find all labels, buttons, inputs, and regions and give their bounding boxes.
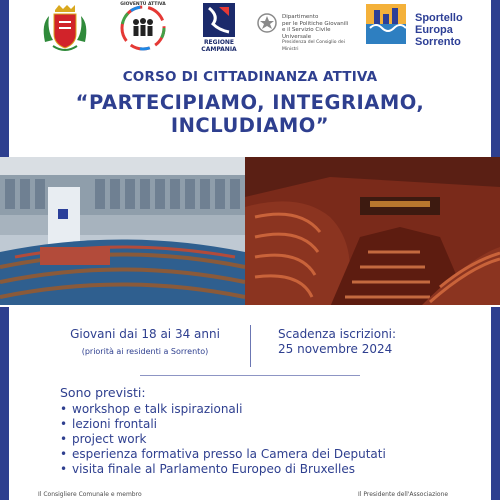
program-title: Sono previsti: [60, 385, 146, 400]
headline-line1: “PARTECIPIAMO, INTEGRIAMO, [75, 91, 425, 114]
sportello-text [415, 12, 463, 48]
headline [9, 91, 491, 137]
footer-left-signature: Il Consigliere Comunale e membro [38, 491, 142, 498]
program-section [60, 385, 386, 477]
list-item: • workshop e talk ispirazionali [60, 402, 386, 417]
list-item: • esperienza formativa presso la Camera dei Deputati [60, 447, 386, 462]
regione-logo-label: REGIONE CAMPANIA [201, 39, 237, 53]
dipartimento-logo [256, 12, 356, 52]
list-item: • lezioni frontali [60, 417, 386, 432]
regione-campania-logo-icon [189, 2, 249, 53]
course-title: CORSO DI CITTADINANZA ATTIVA [122, 69, 378, 85]
european-parliament-photo-icon [0, 157, 245, 307]
age-range-text: Giovani dai 18 ai 34 anni [70, 327, 220, 341]
list-item: • project work [60, 432, 386, 447]
headline-line2: INCLUDIAMO” [170, 114, 330, 137]
sportello-line2: Europa [415, 24, 453, 36]
dip-line3: e il Servizio Civile Universale [282, 27, 331, 40]
sportello-europa-logo [366, 4, 496, 46]
dip-line2: per le Politiche Giovanili [282, 20, 349, 27]
deadline-block [278, 327, 396, 356]
municipal-crest-icon [39, 2, 91, 56]
sportello-line1: Sportello [415, 12, 463, 24]
vertical-divider [250, 325, 251, 367]
dip-line1: Dipartimento [282, 14, 319, 20]
sportello-europa-icon [366, 4, 406, 44]
deadline-label: Scadenza iscrizioni: [278, 327, 397, 341]
eligibility-block [40, 327, 250, 356]
deadline-date: 25 novembre 2024 [278, 342, 393, 356]
logo-row [9, 0, 491, 62]
camera-deputati-photo-icon [245, 157, 500, 307]
youth-group-logo-icon [114, 2, 172, 52]
list-item: • visita finale al Parlamento Europeo di Bruxelles [60, 462, 386, 477]
photo-banner [0, 157, 500, 307]
horizontal-divider [140, 375, 360, 376]
dip-line4: Presidenza del Consiglio dei Ministri [282, 40, 345, 52]
sportello-line3: Sorrento [415, 36, 461, 48]
giovani-logo-label: GIOVENTÙ ATTIVA [120, 2, 166, 7]
dipartimento-text [282, 14, 356, 53]
program-list [60, 402, 386, 477]
italian-emblem-icon [256, 12, 278, 34]
footer-right-signature: Il Presidente dell'Associazione [358, 491, 449, 498]
priority-note: (priorità ai residenti a Sorrento) [81, 347, 209, 356]
